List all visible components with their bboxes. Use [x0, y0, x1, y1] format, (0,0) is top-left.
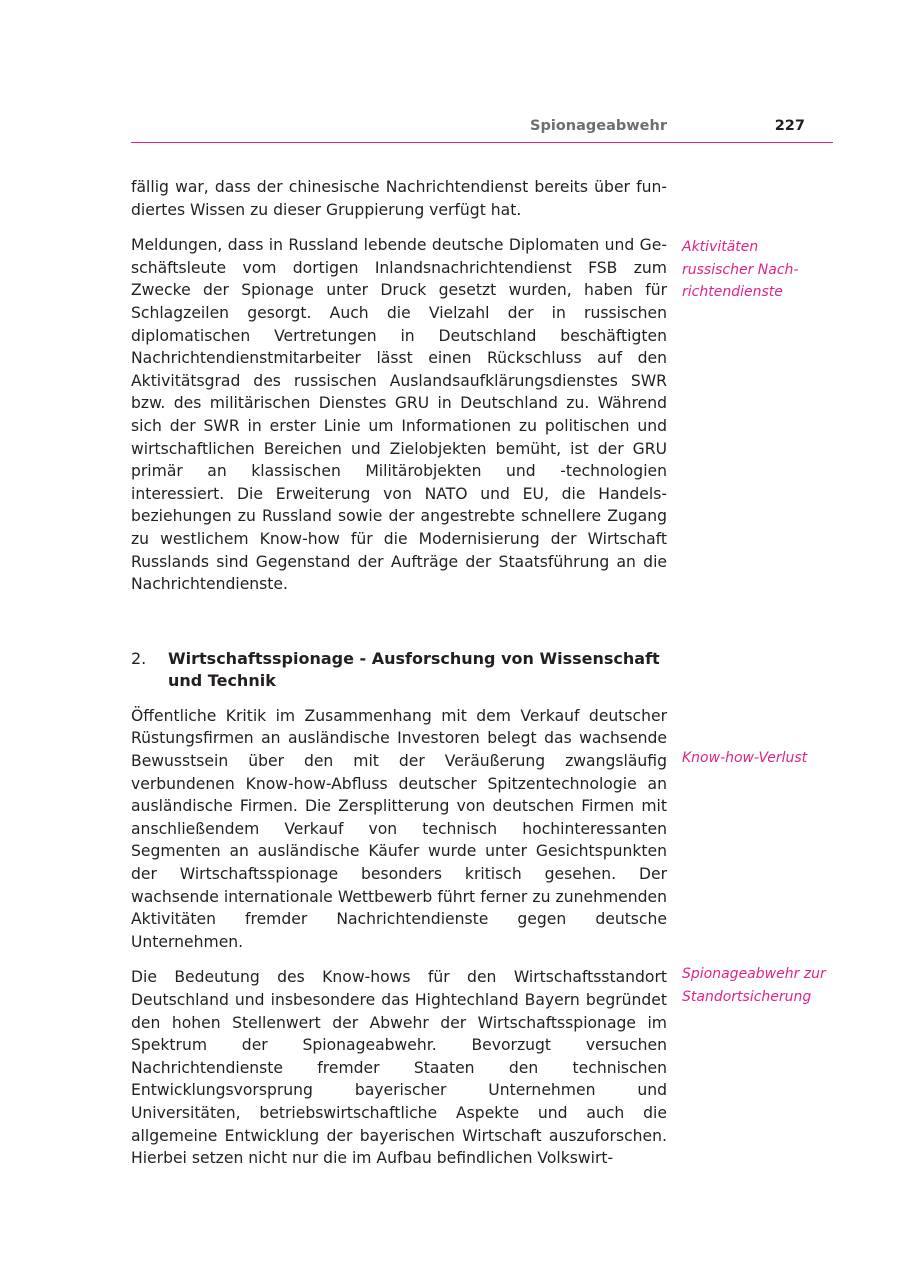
margin-note-russian-services: Aktivitäten russischer Nachrichtendienste — [682, 239, 799, 301]
section-heading-title: Wirtschaftsspionage - Ausforschung von Wissenschaft und Technik — [168, 648, 660, 691]
paragraph-continuation: fällig war, dass der chinesische Nachrichtendienst bereits über fundiertes Wissen zu dieser Gruppierung verfügt hat. — [131, 178, 667, 219]
margin-note-know-how: Know-how-Verlust — [682, 750, 808, 766]
section-title: Spionageabwehr — [530, 118, 667, 134]
paragraph-standort: Die Bedeutung des Know-hows für den Wirtschaftsstandort Deutschland und insbesondere das Hightechland Bayern begründet den hohen Stellenwert der Abwehr der Wirtschaftsspionage im Spektrum der Spionageabwehr. Bevorzugt versuchen Nachrichtendienste fremder Staaten den technischen Entwicklungsvorsprung bayerischer Unternehmen und Universitäten, betriebswirtschaftliche Aspekte und auch die allgemeine Entwicklung der bayerischen Wirtschaft auszuforschen. Hierbei setzen nicht nur die im Aufbau befindlichen Volkswirt- — [131, 968, 667, 1168]
margin-note-standort: Spionageabwehr zur Standortsicherung — [682, 966, 826, 1005]
page-number: 227 — [774, 118, 805, 134]
section-heading — [131, 648, 667, 693]
paragraph-russian-services: Meldungen, dass in Russland lebende deutsche Diplomaten und Geschäftsleute vom dortigen Inlandsnachrichtendienst FSB zum Zwecke der Spionage unter Druck gesetzt wurden, haben für Schlagzeilen gesorgt. Auch die Vielzahl der in russischen diplomatischen Vertretungen in Deutschland beschäftigten Nachrichtendienstmitarbeiter lässt einen Rückschluss auf den Aktivitätsgrad des russischen Auslandsaufklärungsdienstes SWR bzw. des militärischen Dienstes GRU in Deutschland zu. Während sich der SWR in erster Linie um Informationen zu politischen und wirtschaftlichen Bereichen und Zielobjekten bemüht, ist der GRU primär an klassischen Militärobjekten und -technologien interessiert. Die Erweiterung von NATO und EU, die Handelsbeziehungen zu Russland sowie der angestrebte schnellere Zugang zu westlichem Know-how für die Modernisierung der Wirtschaft Russlands sind Gegenstand der Aufträge der Staatsführung an die Nachrichtendienste. — [131, 236, 667, 594]
paragraph-know-how-loss: Öffentliche Kritik im Zusammenhang mit dem Verkauf deutscher Rüstungsfirmen an ausländische Investoren belegt das wachsende Bewusstsein über den mit der Veräußerung zwangsläufig verbundenen Know-how-Abfluss deutscher Spitzentechnologie an ausländische Firmen. Die Zersplitterung von deutschen Firmen mit anschließendem Verkauf von technisch hochinteressanten Segmenten an ausländische Käufer wurde unter Gesichtspunkten der Wirtschaftsspionage besonders kritisch gesehen. Der wachsende internationale Wettbewerb führt ferner zu zunehmenden Aktivitäten fremder Nachrichtendienste gegen deutsche Unternehmen. — [131, 706, 667, 951]
main-text-column — [131, 176, 667, 1183]
running-header — [131, 116, 833, 143]
section-number: 2. — [131, 648, 147, 668]
